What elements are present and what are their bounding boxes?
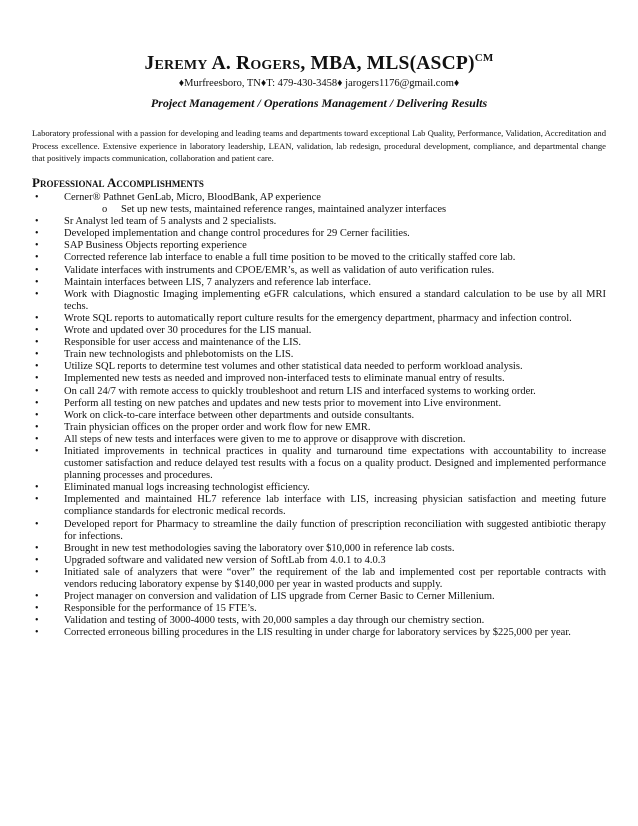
list-item <box>32 373 606 385</box>
bullet-marker: • <box>35 337 39 349</box>
sub-bullet-marker: o <box>102 204 108 216</box>
bullet-marker: • <box>35 421 39 433</box>
list-item <box>32 386 606 398</box>
list-item-text: Validation and testing of 3000-4000 tests, with 20,000 samples a day through our chemistry section. <box>64 615 485 627</box>
list-item-text: Implemented new tests as needed and improved non-interfaced tests to eliminate manual entry of results. <box>64 373 505 385</box>
list-item-text: Validate interfaces with instruments and CPOE/EMR’s, as well as validation of auto verification rules. <box>64 264 495 276</box>
list-item <box>32 591 606 603</box>
list-item <box>32 627 606 639</box>
list-item <box>32 482 606 494</box>
list-item <box>32 519 606 543</box>
bullet-marker: • <box>35 433 39 445</box>
section-title-accomplishments: Professional Accomplishments <box>32 175 204 190</box>
list-item <box>32 555 606 567</box>
list-item <box>32 240 606 252</box>
list-item <box>32 313 606 325</box>
list-item <box>32 337 606 349</box>
list-item-text: Initiated sale of analyzers that were “over” the requirement of the lab and implemented cost per reportable contracts with vendors reducing laboratory expense by $140,000 per year in wasted products and supply. <box>64 566 606 590</box>
list-item <box>32 289 606 313</box>
list-item-text: Work with Diagnostic Imaging implementing eGFR calculations, which ensured a standard calculation to be use by all MRI techs. <box>64 288 606 312</box>
sub-list-item-text: Set up new tests, maintained reference ranges, maintained analyzer interfaces <box>121 204 447 216</box>
list-item <box>32 252 606 264</box>
list-item <box>32 494 606 518</box>
candidate-name <box>0 52 638 75</box>
bullet-marker: • <box>35 627 39 639</box>
list-item <box>32 615 606 627</box>
list-item <box>32 325 606 337</box>
list-item <box>32 216 606 228</box>
list-item-text: Project manager on conversion and validation of LIS upgrade from Cerner Basic to Cerner Millenium. <box>64 591 495 603</box>
bullet-marker: • <box>35 518 39 530</box>
bullet-marker: • <box>35 228 39 240</box>
list-item-text: Cerner® Pathnet GenLab, Micro, BloodBank, AP experience <box>64 192 321 203</box>
list-item-text: Utilize SQL reports to determine test volumes and other statistical data needed to perform workload analysis. <box>64 361 523 373</box>
bullet-marker: • <box>35 615 39 627</box>
list-item-text: Wrote and updated over 30 procedures for the LIS manual. <box>64 325 312 337</box>
list-item <box>32 228 606 240</box>
name-text: Jeremy A. Rogers, MBA, MLS(ASCP) <box>144 53 475 74</box>
bullet-marker: • <box>35 252 39 264</box>
bullet-marker: • <box>35 385 39 397</box>
list-item-text: SAP Business Objects reporting experience <box>64 240 247 252</box>
list-item <box>32 543 606 555</box>
bullet-marker: • <box>35 603 39 615</box>
bullet-marker: • <box>35 288 39 300</box>
bullet-marker: • <box>35 373 39 385</box>
list-item-text: Work on click-to-care interface between other departments and outside consultants. <box>64 409 415 421</box>
list-item-text: Initiated improvements in technical practices in quality and turnaround time expectations with accountability to increase customer satisfaction and reduce delayed test results with a focus on a quality product. Designed and implemented performance planning processes and procedures. <box>64 445 606 482</box>
list-item-text: Wrote SQL reports to automatically report culture results for the emergency department, pharmacy and infection control. <box>64 312 572 324</box>
list-item-text: Train new technologists and phlebotomists on the LIS. <box>64 349 294 361</box>
contact-line: ♦Murfreesboro, TN♦T: 479-430-3458♦ jarogers1176@gmail.com♦ <box>178 78 460 89</box>
bullet-marker: • <box>35 240 39 252</box>
list-item-text: Corrected reference lab interface to enable a full time position to be moved to the critically staffed core lab. <box>64 252 516 264</box>
bullet-marker: • <box>35 409 39 421</box>
bullet-marker: • <box>35 445 39 457</box>
accomplishments-list <box>32 192 606 639</box>
bullet-marker: • <box>35 397 39 409</box>
list-item-text: Implemented and maintained HL7 reference lab interface with LIS, increasing physician satisfaction and meeting future compliance standards for electronic medical records. <box>64 494 606 518</box>
list-item-text: On call 24/7 with remote access to quickly troubleshoot and return LIS and interfaced systems to working order. <box>64 385 536 397</box>
list-item-text: Developed implementation and change control procedures for 29 Cerner facilities. <box>64 228 410 240</box>
bullet-marker: • <box>35 494 39 506</box>
professional-summary: Laboratory professional with a passion for developing and leading teams and departments toward exceptional Lab Quality, Performance, Validation, Accreditation and Process excellence. Extensive experience in laboratory leadership, LEAN, validation, lab redesign, procedural development, compliance, and departmental change that positively impacts communication, collaboration and patient care. <box>32 128 606 163</box>
list-item-text: Eliminated manual logs increasing technologist efficiency. <box>64 482 310 494</box>
list-item-text: Responsible for the performance of 15 FTE’s. <box>64 603 257 615</box>
bullet-marker: • <box>35 276 39 288</box>
bullet-marker: • <box>35 361 39 373</box>
list-item <box>32 434 606 446</box>
list-item-text: Upgraded software and validated new version of SoftLab from 4.0.1 to 4.0.3 <box>64 554 386 566</box>
list-item-text: All steps of new tests and interfaces were given to me to approve or disapprove with discretion. <box>64 433 466 445</box>
list-item-text: Perform all testing on new patches and updates and new tests prior to movement into Live environment. <box>64 397 502 409</box>
sub-list-item <box>32 204 606 216</box>
list-item <box>32 567 606 591</box>
professional-tagline: Project Management / Operations Management / Delivering Results <box>150 96 488 110</box>
list-item-text: Maintain interfaces between LIS, 7 analyzers and reference lab interface. <box>64 276 371 288</box>
list-item <box>32 446 606 482</box>
list-item-text: Train physician offices on the proper order and work flow for new EMR. <box>64 421 371 433</box>
bullet-marker: • <box>35 325 39 337</box>
bullet-marker: • <box>35 591 39 603</box>
bullet-marker: • <box>35 542 39 554</box>
bullet-marker: • <box>35 192 39 203</box>
list-item-text: Sr Analyst led team of 5 analysts and 2 specialists. <box>64 216 277 228</box>
list-item <box>32 398 606 410</box>
list-item-text: Brought in new test methodologies saving the laboratory over $10,000 in reference lab costs. <box>64 542 455 554</box>
list-item <box>32 265 606 277</box>
list-item <box>32 603 606 615</box>
list-item <box>32 361 606 373</box>
bullet-marker: • <box>35 482 39 494</box>
name-credential-superscript: CM <box>474 52 494 64</box>
list-item <box>32 349 606 361</box>
bullet-marker: • <box>35 349 39 361</box>
list-item-text: Responsible for user access and maintenance of the LIS. <box>64 337 302 349</box>
list-item <box>32 410 606 422</box>
list-item <box>32 422 606 434</box>
list-item-text: Developed report for Pharmacy to streamline the daily function of prescription reconciliation with suggested antibiotic therapy for infections. <box>64 518 606 542</box>
bullet-marker: • <box>35 566 39 578</box>
list-item <box>32 192 606 204</box>
list-item <box>32 277 606 289</box>
bullet-marker: • <box>35 554 39 566</box>
bullet-marker: • <box>35 264 39 276</box>
bullet-marker: • <box>35 312 39 324</box>
list-item-text: Corrected erroneous billing procedures in the LIS resulting in under charge for laboratory services by $225,000 per year. <box>64 627 571 639</box>
bullet-marker: • <box>35 216 39 228</box>
